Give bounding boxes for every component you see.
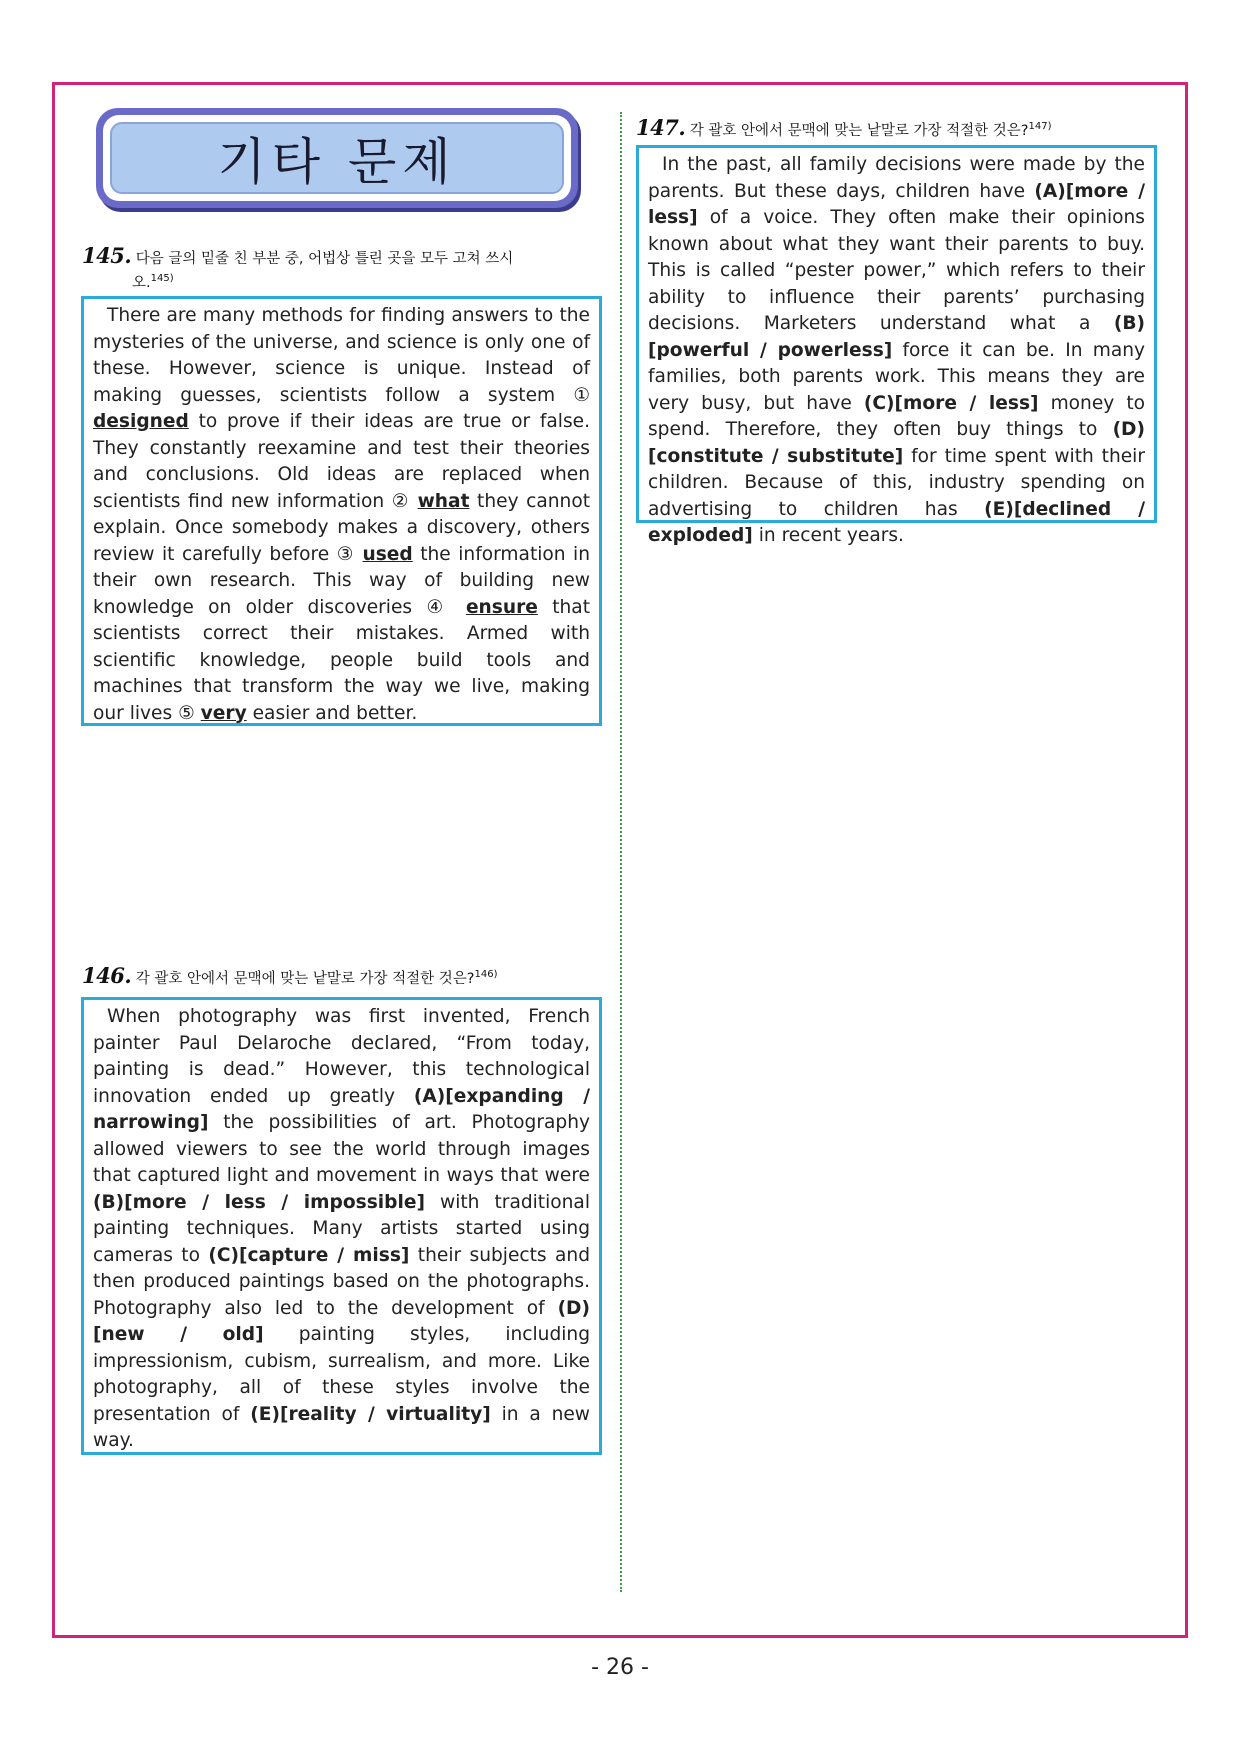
passage-segment: the possibilities of art. Photography allowed viewers to see the world through images that captured light and movement in ways that were bbox=[93, 1112, 590, 1186]
passage-segment: the information in their own research. This way of building new knowledge on older discoveries ④ bbox=[93, 543, 591, 618]
page-title: 기타 문제 bbox=[217, 133, 457, 191]
section-title-badge bbox=[96, 108, 578, 208]
passage-segment: in a new way. bbox=[93, 1403, 591, 1451]
title-badge-inner bbox=[110, 122, 564, 194]
underlined-word-5: very bbox=[200, 702, 247, 724]
passage-segment: their subjects and then produced paintings based on the photographs. Photography also led to the development of bbox=[93, 1244, 590, 1319]
passage-segment: money to spend. Therefore, they often buy things to bbox=[648, 392, 1145, 440]
footnote-ref: 146) bbox=[474, 969, 498, 980]
footnote-ref: 147) bbox=[1028, 121, 1052, 132]
question-146-header bbox=[82, 962, 602, 989]
question-prompt: 각 괄호 안에서 문맥에 맞는 낱말로 가장 적절한 것은? bbox=[135, 970, 475, 987]
choice-e: (E)[declined / exploded] bbox=[648, 498, 1145, 546]
passage-segment: in recent years. bbox=[752, 525, 904, 546]
question-number: 147. bbox=[636, 114, 686, 140]
question-prompt: 각 괄호 안에서 문맥에 맞는 낱말로 가장 적절한 것은? bbox=[689, 122, 1029, 139]
passage-segment: of a voice. They often make their opinions known about what they want their parents to buy. This is called “pester power,” which refers to their ability to influence their parents’ purchasing decisions. Marketers understand what a bbox=[648, 207, 1145, 334]
choice-d: (D)[new / old] bbox=[93, 1297, 590, 1345]
question-147-header bbox=[636, 114, 1156, 141]
passage-segment: There are many methods for finding answers to the mysteries of the universe, and science is only one of these. However, science is unique. Instead of making guesses, scientists follow a system ① bbox=[93, 305, 590, 406]
title-badge-border bbox=[103, 115, 571, 201]
question-147-passage bbox=[636, 145, 1157, 546]
question-prompt: 다음 글의 밑줄 친 부분 중, 어법상 틀린 곳을 모두 고쳐 쓰시 bbox=[135, 251, 514, 267]
question-number: 145. bbox=[82, 243, 132, 268]
passage-segment: force it can be. In many families, both parents work. This means they are very busy, but have bbox=[648, 339, 1145, 414]
page-number: - 26 - bbox=[591, 1655, 649, 1680]
passage-segment: with traditional painting techniques. Many artists started using cameras to bbox=[93, 1191, 590, 1266]
choice-a: (A)[expanding / narrowing] bbox=[93, 1085, 590, 1133]
passage-segment: painting styles, including impressionism, cubism, surrealism, and more. Like photography, all of these styles involve the presentation of bbox=[93, 1324, 591, 1425]
choice-e: (E)[reality / virtuality] bbox=[250, 1403, 491, 1425]
question-number: 146. bbox=[82, 962, 132, 988]
footnote-ref: 145) bbox=[150, 273, 174, 284]
column-divider bbox=[620, 112, 622, 1592]
passage-segment: that scientists correct their mistakes. Armed with scientific knowledge, people build tools and machines that transform the way we live, making our lives ⑤ bbox=[93, 596, 590, 724]
underlined-word-1: designed bbox=[93, 411, 189, 432]
underlined-word-3: used bbox=[362, 543, 413, 565]
choice-b: (B)[powerful / powerless] bbox=[648, 313, 1145, 361]
question-prompt-continued: 오. bbox=[132, 274, 151, 291]
question-145-header bbox=[82, 243, 602, 293]
question-145-passage bbox=[81, 296, 602, 726]
question-146-passage bbox=[81, 997, 602, 1455]
passage-text bbox=[648, 152, 1145, 550]
choice-c: (C)[capture / miss] bbox=[208, 1244, 410, 1266]
choice-a: (A)[more / less] bbox=[648, 180, 1145, 228]
choice-b: (B)[more / less / impossible] bbox=[93, 1191, 425, 1213]
underlined-word-2: what bbox=[417, 490, 470, 512]
passage-segment: to prove if their ideas are true or false. They constantly reexamine and test their theories and conclusions. Old ideas are replaced when scientists find new information ② bbox=[93, 411, 590, 512]
passage-segment: When photography was first invented, French painter Paul Delaroche declared, “From today, painting is dead.” However, this technological innovation ended up greatly bbox=[93, 1006, 590, 1107]
passage-segment: In the past, all family decisions were made by the parents. But these days, children have bbox=[648, 154, 1145, 202]
underlined-word-4: ensure bbox=[465, 596, 538, 618]
choice-d: (D)[constitute / substitute] bbox=[648, 419, 1145, 467]
passage-segment: they cannot explain. Once somebody makes a discovery, others review it carefully before ③ bbox=[93, 490, 590, 565]
choice-c: (C)[more / less] bbox=[863, 392, 1039, 414]
passage-text bbox=[93, 1004, 590, 1455]
passage-text bbox=[93, 303, 590, 727]
passage-segment: easier and better. bbox=[246, 702, 418, 724]
passage-segment: for time spent with their children. Because of this, industry spending on advertising to children has bbox=[648, 445, 1145, 520]
